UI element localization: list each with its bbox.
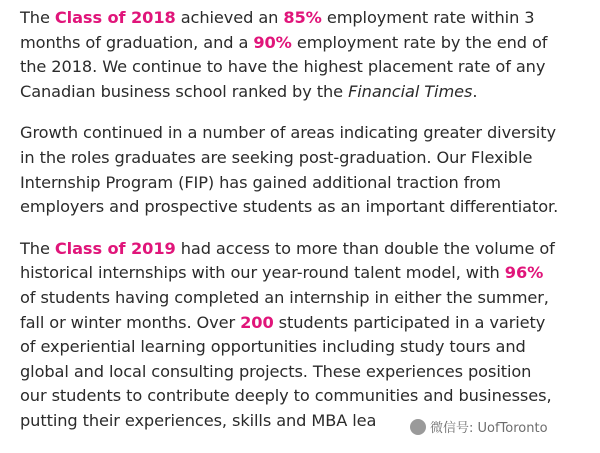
text-segment: in the roles graduates are seeking post-graduation. Our Flexible: [20, 147, 533, 167]
highlight-text: 90%: [253, 32, 292, 52]
text-segment: putting their experiences, skills and MBA lea: [20, 410, 377, 430]
text-segment: had access to more than double the volume of: [175, 238, 555, 258]
text-line: [20, 146, 595, 171]
text-segment: the 2018. We continue to have the highest placement rate of any: [20, 57, 546, 77]
text-line: [20, 286, 595, 311]
text-segment: employment rate by the end of: [291, 32, 548, 52]
text-segment: fall or winter months. Over: [20, 312, 241, 332]
document-body: [20, 6, 595, 451]
text-segment: our students to contribute deeply to communities and businesses,: [20, 386, 552, 406]
text-line: [20, 195, 595, 220]
highlight-text: 200: [240, 312, 274, 332]
text-line: [20, 171, 595, 196]
text-segment: Growth continued in a number of areas indicating greater diversity: [20, 123, 556, 143]
text-line: [20, 335, 595, 360]
watermark-text: 微信号: UofToronto: [430, 421, 548, 436]
text-segment: global and local consulting projects. These experiences position: [20, 361, 532, 381]
text-line: [20, 311, 595, 336]
text-segment: months of graduation, and a: [20, 32, 254, 52]
text-line: [20, 6, 595, 31]
text-segment: The: [20, 8, 55, 27]
text-segment: employment rate within 3: [321, 8, 535, 27]
highlight-text: Class of 2018: [54, 8, 176, 27]
text-segment: .: [472, 81, 478, 101]
italic-text: Financial Times: [348, 81, 473, 101]
text-line: [20, 384, 595, 409]
paragraph-3: [20, 237, 595, 434]
highlight-text: 85%: [283, 8, 322, 27]
text-segment: The: [20, 238, 55, 258]
text-segment: of students having completed an internship in either the summer,: [20, 287, 549, 307]
text-line: [20, 55, 595, 80]
text-segment: Canadian business school ranked by the: [20, 81, 349, 101]
text-line: [20, 121, 595, 146]
text-line: [20, 261, 595, 286]
text-segment: achieved an: [175, 8, 284, 27]
text-segment: historical internships with our year-round talent model, with: [20, 263, 505, 283]
watermark: [408, 417, 550, 436]
wechat-logo-icon: [410, 419, 426, 435]
text-segment: of experiential learning opportunities including study tours and: [20, 337, 526, 357]
text-segment: employers and prospective students as an important differentiator.: [20, 197, 559, 217]
text-segment: Internship Program (FIP) has gained additional traction from: [20, 172, 501, 192]
paragraph-1: [20, 6, 595, 104]
text-line: [20, 237, 595, 262]
text-line: [20, 80, 595, 105]
paragraph-2: [20, 121, 595, 219]
text-segment: students participated in a variety: [273, 312, 546, 332]
highlight-text: Class of 2019: [54, 238, 176, 258]
text-line: [20, 31, 595, 56]
highlight-text: 96%: [504, 263, 544, 283]
text-line: [20, 360, 595, 385]
